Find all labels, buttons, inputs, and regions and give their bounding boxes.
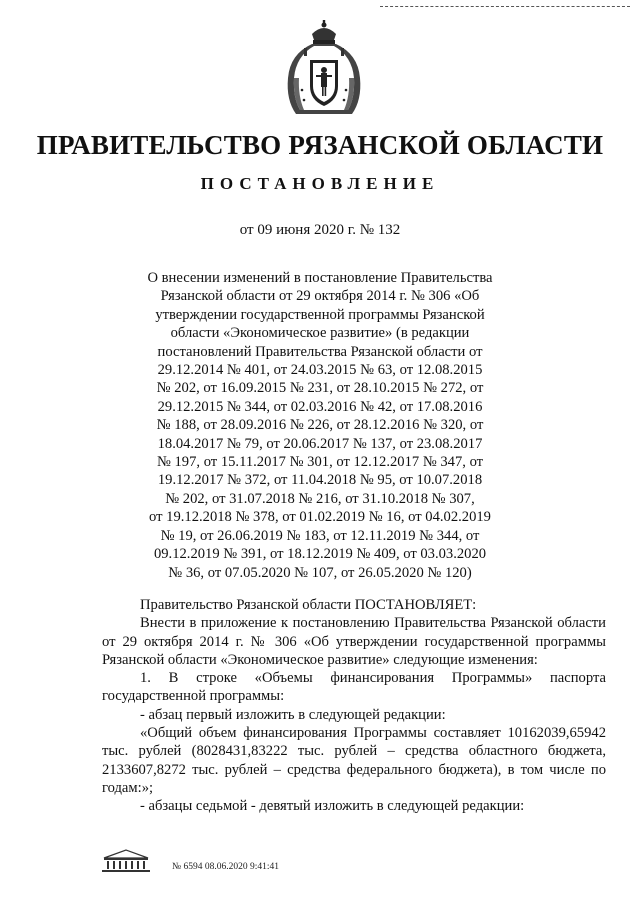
- subject-line: О внесении изменений в постановление Правительства: [147, 270, 493, 286]
- intro-paragraph: Внести в приложение к постановлению Правительства Рязанской области от 29 октября 2014 г. № 306 «Об утверждении государственной программы Рязанской области «Экономическое развитие» следующие изменения:: [102, 615, 606, 668]
- document-subject: [125, 269, 515, 582]
- ryazan-coat-of-arms-icon: [282, 20, 366, 120]
- government-title: ПРАВИТЕЛЬСТВО РЯЗАНСКОЙ ОБЛАСТИ: [36, 130, 604, 160]
- subject-line: № 202, от 31.07.2018 № 216, от 31.10.2018 № 307,: [165, 490, 475, 507]
- document-type: ПОСТАНОВЛЕНИЕ: [200, 174, 440, 193]
- subject-line: 29.12.2014 № 401, от 24.03.2015 № 63, от 12.08.2015: [157, 362, 483, 379]
- resolves-paragraph: Правительство Рязанской области ПОСТАНОВЛЯЕТ:: [140, 597, 477, 613]
- document-date-number: от 09 июня 2020 г. № 132: [239, 222, 401, 238]
- subject-line: области «Экономическое развитие» (в редакции: [170, 325, 470, 342]
- subject-line: 19.12.2017 № 372, от 11.04.2018 № 95, от 10.07.2018: [157, 472, 483, 489]
- subject-line: 18.04.2017 № 79, от 20.06.2017 № 137, от 23.08.2017: [157, 435, 483, 452]
- subject-line: 29.12.2015 № 344, от 02.03.2016 № 42, от 17.08.2016: [157, 398, 483, 415]
- resolution-body: [102, 596, 606, 816]
- subject-line: постановлений Правительства Рязанской области от: [157, 343, 483, 360]
- item-1-paragraph: 1. В строке «Объемы финансирования Программы» паспорта государственной программы:: [102, 670, 606, 705]
- registry-number-line: № 6594 08.06.2020 9:41:41: [172, 862, 279, 872]
- subject-line: № 188, от 28.09.2016 № 226, от 28.12.2016 № 320, от: [156, 417, 484, 434]
- item-1-quote: «Общий объем финансирования Программы составляет 10162039,65942 тыс. рублей (8028431,83222 тыс. рублей – средства областного бюджета, 2133607,8272 тыс. рублей – средства федерального бюджета), в том числе по годам:»;: [102, 725, 606, 796]
- item-1-subparagraph-1: - абзац первый изложить в следующей редакции:: [140, 706, 446, 723]
- subject-line: № 36, от 07.05.2020 № 107, от 26.05.2020 № 120): [168, 564, 472, 581]
- registry-building-stamp-icon: [100, 848, 152, 874]
- item-1-subparagraph-2: - абзацы седьмой - девятый изложить в следующей редакции:: [140, 798, 525, 815]
- subject-line: 09.12.2019 № 391, от 18.12.2019 № 409, от 03.03.2020: [153, 546, 487, 563]
- top-edge-rule: [380, 6, 630, 7]
- subject-line: № 202, от 16.09.2015 № 231, от 28.10.2015 № 272, от: [156, 380, 484, 397]
- subject-line: Рязанской области от 29 октября 2014 г. № 306 «Об: [160, 288, 480, 305]
- subject-line: утверждении государственной программы Рязанской: [155, 306, 485, 323]
- subject-line: № 19, от 26.06.2019 № 183, от 12.11.2019 № 344, от: [160, 527, 480, 544]
- subject-line: № 197, от 15.11.2017 № 301, от 12.12.2017 № 347, от: [156, 454, 484, 471]
- subject-line: от 19.12.2018 № 378, от 01.02.2019 № 16, от 04.02.2019: [149, 509, 491, 526]
